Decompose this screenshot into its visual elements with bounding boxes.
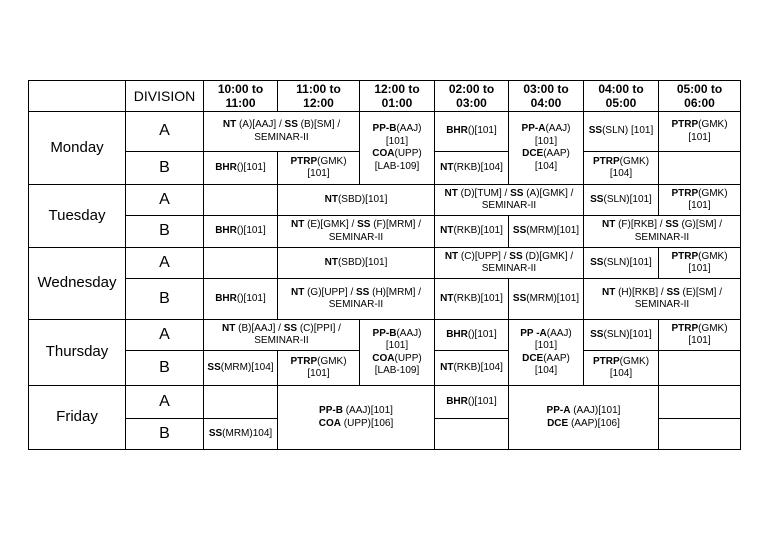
course-code: NT	[440, 225, 454, 237]
class-line	[362, 328, 432, 353]
course-detail: (MRM)[101]	[526, 292, 580, 304]
timetable-sheet	[28, 80, 741, 450]
course-detail: (F)[RKB] /	[615, 219, 666, 230]
class-cell	[278, 279, 435, 320]
division-a: A	[126, 320, 204, 351]
class-cell	[435, 279, 509, 320]
course-code: NT	[601, 286, 616, 298]
class-cell	[435, 320, 509, 351]
class-line	[206, 119, 357, 144]
division-a: A	[126, 112, 204, 152]
time-header-6: 04:00 to 05:00	[584, 81, 659, 112]
course-code: COA	[318, 417, 341, 429]
course-detail: (MRM)[104]	[220, 361, 274, 373]
class-line	[206, 162, 275, 175]
class-cell	[435, 152, 509, 185]
class-line	[511, 418, 656, 431]
class-line	[437, 396, 506, 409]
course-detail: (AAP)[106]	[568, 417, 620, 429]
class-cell	[509, 386, 659, 450]
course-code: SS	[666, 286, 680, 298]
course-code: SS	[284, 119, 298, 130]
class-line	[437, 225, 506, 238]
course-code: PTRP	[671, 322, 699, 334]
class-cell	[360, 320, 435, 386]
class-cell	[204, 351, 278, 386]
course-code: PP -A	[520, 327, 547, 339]
class-cell	[204, 320, 360, 351]
class-cell	[278, 152, 360, 185]
course-detail: (AAJ)[101]	[385, 327, 422, 351]
course-code: BHR	[215, 292, 237, 304]
course-detail: (SLN)[101]	[603, 328, 652, 340]
class-line	[661, 251, 738, 276]
course-detail: ()[101]	[236, 225, 266, 237]
time-header-5: 03:00 to 04:00	[509, 81, 584, 112]
course-code: SS	[665, 219, 679, 230]
class-cell	[204, 419, 278, 450]
class-line	[437, 125, 506, 138]
class-line	[511, 148, 581, 173]
course-detail: (SBD)[101]	[337, 193, 388, 205]
class-line	[437, 329, 506, 342]
division-b: B	[126, 152, 204, 185]
corner-cell	[29, 81, 126, 112]
class-line	[586, 287, 738, 312]
class-cell	[584, 320, 659, 351]
thursday-row-a	[29, 320, 741, 351]
course-code: NT	[440, 161, 454, 173]
course-detail: (H)[RKB] /	[615, 286, 667, 298]
class-cell	[509, 279, 584, 320]
course-detail: (AAP)[104]	[534, 352, 570, 376]
class-line	[511, 405, 656, 418]
course-detail: (AAJ)[101]	[342, 405, 393, 416]
class-cell	[435, 351, 509, 386]
class-cell	[659, 185, 741, 216]
class-line	[437, 188, 581, 213]
class-cell	[435, 185, 584, 216]
course-detail: (MRM)104]	[222, 427, 273, 439]
class-line	[206, 225, 275, 238]
class-line	[511, 353, 581, 378]
course-code: PP-B	[372, 327, 397, 339]
course-detail: (SLN)[101]	[603, 193, 652, 205]
empty-cell	[435, 419, 509, 450]
course-detail: (C)[PPI] / SEMINAR-II	[254, 322, 341, 346]
class-line	[437, 362, 506, 375]
course-code: PTRP	[290, 355, 318, 367]
class-line	[280, 418, 432, 431]
course-code: DCE	[522, 352, 544, 364]
class-line	[586, 329, 656, 342]
class-line	[586, 125, 656, 138]
class-line	[362, 123, 432, 148]
course-code: SS	[590, 328, 604, 340]
course-detail: (G)[SM] / SEMINAR-II	[634, 219, 723, 243]
day-tuesday: Tuesday	[29, 185, 126, 248]
course-code: NT	[601, 219, 616, 230]
division-b: B	[126, 351, 204, 386]
course-code: BHR	[215, 161, 237, 173]
course-detail: (D)[TUM] /	[457, 187, 511, 199]
course-detail: (AAP) [104]	[534, 148, 570, 172]
course-detail: (GMK)[101]	[688, 119, 728, 143]
time-header-3: 12:00 to 01:00	[360, 81, 435, 112]
course-code: NT	[290, 286, 305, 298]
class-cell	[659, 112, 741, 152]
time-header-4: 02:00 to 03:00	[435, 81, 509, 112]
course-detail: (B)[SM] / SEMINAR-II	[254, 119, 341, 143]
course-detail: (F)[MRM] / SEMINAR-II	[328, 219, 421, 243]
course-code: BHR	[446, 125, 468, 137]
empty-cell	[204, 248, 278, 279]
class-line	[511, 225, 581, 238]
course-code: COA	[372, 352, 395, 364]
course-code: COA	[372, 148, 395, 159]
class-cell	[360, 112, 435, 185]
class-cell	[435, 112, 509, 152]
division-a: A	[126, 185, 204, 216]
class-cell	[584, 185, 659, 216]
class-line	[206, 323, 357, 348]
class-line	[586, 194, 656, 207]
course-code: SS	[283, 322, 298, 334]
course-detail: (G)[UPP] /	[304, 286, 356, 298]
course-detail: (GMK)[101]	[307, 155, 347, 179]
class-cell	[659, 320, 741, 351]
course-detail: (GMK)[101]	[307, 355, 347, 379]
class-cell	[435, 248, 584, 279]
class-line	[511, 293, 581, 306]
class-line	[206, 428, 275, 441]
day-friday: Friday	[29, 386, 126, 450]
course-detail: (E)[SM] / SEMINAR-II	[634, 286, 723, 310]
class-line	[661, 119, 738, 144]
class-cell	[584, 279, 741, 320]
class-cell	[509, 216, 584, 248]
course-code: NT	[444, 250, 459, 262]
class-cell	[435, 386, 509, 419]
class-line	[511, 123, 581, 148]
wednesday-row-b	[29, 279, 741, 320]
course-code: SS	[588, 125, 603, 137]
empty-cell	[659, 152, 741, 185]
course-code: BHR	[446, 328, 468, 340]
course-code: PTRP	[671, 119, 699, 130]
class-line	[206, 362, 275, 375]
course-detail: (SBD)[101]	[337, 256, 388, 268]
class-cell	[278, 386, 435, 450]
class-line	[437, 251, 581, 276]
course-detail: (A)[GMK] / SEMINAR-II	[481, 187, 574, 211]
class-line	[280, 156, 357, 181]
division-a: A	[126, 386, 204, 419]
course-code: NT	[222, 119, 237, 130]
class-cell	[204, 279, 278, 320]
class-line	[362, 353, 432, 378]
course-detail: (AAJ)[101]	[385, 123, 422, 147]
course-detail: (D)[GMK] / SEMINAR-II	[481, 250, 574, 274]
class-line	[586, 356, 656, 381]
course-detail: ()[101]	[236, 292, 266, 304]
class-cell	[584, 112, 659, 152]
course-detail: (C)[UPP] /	[458, 250, 510, 262]
course-code: PTRP	[290, 155, 318, 167]
class-line	[586, 156, 656, 181]
course-code: SS	[512, 225, 527, 237]
course-detail: (GMK)[101]	[688, 250, 728, 274]
class-cell	[584, 351, 659, 386]
course-detail: (AAJ)[101]	[534, 327, 572, 351]
class-cell	[584, 248, 659, 279]
empty-cell	[204, 185, 278, 216]
class-cell	[204, 216, 278, 248]
day-wednesday: Wednesday	[29, 248, 126, 320]
course-detail: ()[101]	[467, 328, 497, 340]
course-code: PTRP	[592, 155, 620, 167]
course-code: DCE	[547, 417, 569, 429]
course-detail: (A)[AAJ] /	[236, 119, 285, 130]
class-cell	[278, 351, 360, 386]
empty-cell	[659, 351, 741, 386]
class-cell	[509, 320, 584, 386]
day-thursday: Thursday	[29, 320, 126, 386]
course-detail: (AAJ) [101]	[534, 123, 571, 147]
course-detail: (UPP)[LAB-109]	[374, 352, 422, 376]
day-monday: Monday	[29, 112, 126, 185]
course-code: NT	[444, 187, 458, 199]
class-cell	[204, 112, 360, 152]
course-code: SS	[509, 250, 523, 262]
class-line	[362, 148, 432, 173]
class-line	[280, 287, 432, 312]
division-b: B	[126, 216, 204, 248]
class-line	[586, 257, 656, 270]
course-code: SS	[356, 286, 370, 298]
course-code: PTRP	[592, 355, 620, 367]
course-detail: (RKB)[101]	[453, 225, 503, 237]
course-code: PP-B	[372, 123, 397, 134]
course-code: NT	[222, 322, 236, 334]
course-detail: (RKB)[101]	[453, 292, 503, 304]
course-code: NT	[290, 219, 305, 230]
empty-cell	[204, 386, 278, 419]
course-code: SS	[357, 219, 371, 230]
division-header: DIVISION	[126, 81, 204, 112]
class-line	[661, 188, 738, 213]
course-code: DCE	[522, 148, 544, 159]
course-code: PP-A	[546, 405, 571, 416]
division-b: B	[126, 279, 204, 320]
time-header-2: 11:00 to 12:00	[278, 81, 360, 112]
course-code: SS	[590, 256, 604, 268]
friday-row-a	[29, 386, 741, 419]
class-cell	[278, 185, 435, 216]
class-line	[586, 219, 738, 244]
course-detail: (H)[MRM] / SEMINAR-II	[328, 286, 421, 310]
course-code: SS	[512, 292, 527, 304]
class-line	[280, 194, 432, 207]
class-cell	[584, 152, 659, 185]
course-detail: (MRM)[101]	[526, 225, 580, 237]
class-cell	[659, 248, 741, 279]
tuesday-row-a	[29, 185, 741, 216]
class-line	[437, 293, 506, 306]
header-row	[29, 81, 741, 112]
class-cell	[509, 112, 584, 185]
course-detail: (SLN)[101]	[603, 256, 652, 268]
course-code: NT	[440, 361, 454, 373]
course-code: BHR	[215, 225, 237, 237]
course-code: SS	[510, 187, 524, 199]
time-header-7: 05:00 to 06:00	[659, 81, 741, 112]
course-detail: (B)[AAJ] /	[235, 322, 284, 334]
course-detail: ()[101]	[236, 161, 266, 173]
time-header-1: 10:00 to 11:00	[204, 81, 278, 112]
course-detail: (AAJ)[101]	[570, 405, 621, 416]
class-cell	[435, 216, 509, 248]
empty-cell	[659, 386, 741, 419]
class-line	[280, 219, 432, 244]
course-code: SS	[590, 193, 604, 205]
course-code: SS	[208, 427, 223, 439]
course-detail: (GMK)[104]	[609, 355, 650, 379]
course-code: NT	[324, 256, 338, 268]
class-line	[437, 162, 506, 175]
course-detail: ()[101]	[467, 125, 497, 137]
empty-cell	[659, 419, 741, 450]
course-detail: (SLN) [101]	[602, 125, 654, 137]
class-line	[511, 328, 581, 353]
course-detail: (RKB)[104]	[453, 361, 503, 373]
course-code: NT	[324, 193, 338, 205]
class-line	[206, 293, 275, 306]
class-cell	[278, 248, 435, 279]
course-detail: (RKB)[104]	[453, 161, 503, 173]
class-line	[280, 257, 432, 270]
course-code: PTRP	[671, 187, 699, 199]
course-code: PP-B	[319, 405, 343, 416]
class-line	[280, 405, 432, 418]
wednesday-row-a	[29, 248, 741, 279]
class-line	[661, 323, 738, 348]
course-code: NT	[440, 292, 454, 304]
course-detail: (E)[GMK] /	[304, 219, 358, 230]
division-a: A	[126, 248, 204, 279]
timetable	[28, 80, 741, 450]
class-cell	[204, 152, 278, 185]
class-line	[280, 356, 357, 381]
course-detail: (GMK)[104]	[609, 155, 650, 179]
division-b: B	[126, 419, 204, 450]
course-detail: (UPP)[LAB-109]	[374, 148, 422, 172]
course-code: PP-A	[521, 123, 546, 134]
course-detail: (GMK)[101]	[688, 187, 728, 211]
class-cell	[278, 216, 435, 248]
course-code: PTRP	[671, 250, 699, 262]
class-cell	[584, 216, 741, 248]
course-code: BHR	[446, 395, 468, 407]
course-detail: (UPP)[106]	[340, 417, 394, 429]
tuesday-row-b	[29, 216, 741, 248]
course-detail: ()[101]	[467, 395, 497, 407]
course-code: SS	[207, 361, 221, 373]
monday-row-a	[29, 112, 741, 152]
course-detail: (GMK)[101]	[688, 322, 728, 346]
